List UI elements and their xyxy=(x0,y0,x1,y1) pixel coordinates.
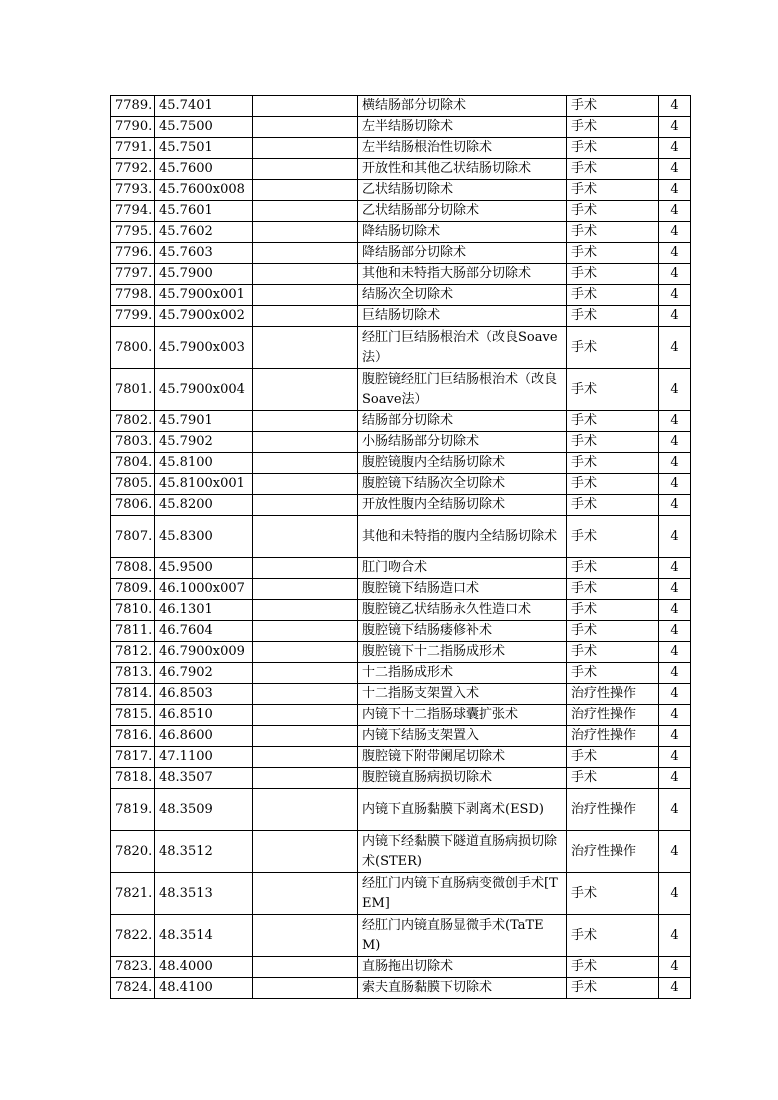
procedure-name: 经肛门内镜直肠显微手术(TaTEM) xyxy=(358,915,567,957)
procedure-code: 45.8100x001 xyxy=(155,474,253,495)
procedure-code: 48.3512 xyxy=(155,831,253,873)
row-index: 7803. xyxy=(111,432,155,453)
table-row xyxy=(111,411,691,432)
procedure-type: 手术 xyxy=(567,411,659,432)
procedure-code: 48.3513 xyxy=(155,873,253,915)
procedure-level: 4 xyxy=(659,663,691,684)
blank-cell xyxy=(253,285,358,306)
procedure-type: 手术 xyxy=(567,138,659,159)
blank-cell xyxy=(253,726,358,747)
procedure-name: 巨结肠切除术 xyxy=(358,306,567,327)
blank-cell xyxy=(253,432,358,453)
table-row xyxy=(111,222,691,243)
row-index: 7820. xyxy=(111,831,155,873)
row-index: 7806. xyxy=(111,495,155,516)
procedure-code: 45.8200 xyxy=(155,495,253,516)
row-index: 7790. xyxy=(111,117,155,138)
blank-cell xyxy=(253,663,358,684)
procedure-type: 手术 xyxy=(567,327,659,369)
procedure-type: 手术 xyxy=(567,453,659,474)
procedure-name: 内镜下直肠黏膜下剥离术(ESD) xyxy=(358,789,567,831)
procedure-level: 4 xyxy=(659,768,691,789)
procedure-level: 4 xyxy=(659,747,691,768)
procedure-level: 4 xyxy=(659,642,691,663)
blank-cell xyxy=(253,201,358,222)
table-row xyxy=(111,873,691,915)
procedure-type: 手术 xyxy=(567,957,659,978)
procedure-name: 结肠部分切除术 xyxy=(358,411,567,432)
table-row xyxy=(111,684,691,705)
row-index: 7800. xyxy=(111,327,155,369)
procedure-code: 46.7902 xyxy=(155,663,253,684)
blank-cell xyxy=(253,957,358,978)
blank-cell xyxy=(253,768,358,789)
procedure-level: 4 xyxy=(659,579,691,600)
procedure-type: 手术 xyxy=(567,474,659,495)
row-index: 7804. xyxy=(111,453,155,474)
procedure-name: 腹腔镜腹内全结肠切除术 xyxy=(358,453,567,474)
table-row xyxy=(111,474,691,495)
procedure-name: 直肠拖出切除术 xyxy=(358,957,567,978)
procedure-table xyxy=(110,95,691,999)
procedure-name: 乙状结肠切除术 xyxy=(358,180,567,201)
table-row xyxy=(111,264,691,285)
procedure-name: 降结肠切除术 xyxy=(358,222,567,243)
procedure-type: 手术 xyxy=(567,600,659,621)
blank-cell xyxy=(253,138,358,159)
blank-cell xyxy=(253,117,358,138)
procedure-level: 4 xyxy=(659,726,691,747)
row-index: 7816. xyxy=(111,726,155,747)
procedure-type: 手术 xyxy=(567,117,659,138)
procedure-type: 手术 xyxy=(567,180,659,201)
procedure-level: 4 xyxy=(659,516,691,558)
procedure-code: 45.7601 xyxy=(155,201,253,222)
procedure-type: 手术 xyxy=(567,96,659,117)
procedure-type: 手术 xyxy=(567,915,659,957)
table-row xyxy=(111,432,691,453)
procedure-name: 索夫直肠黏膜下切除术 xyxy=(358,978,567,999)
procedure-name: 开放性和其他乙状结肠切除术 xyxy=(358,159,567,180)
procedure-name: 腹腔镜下结肠瘘修补术 xyxy=(358,621,567,642)
procedure-code: 45.7900x003 xyxy=(155,327,253,369)
procedure-name: 腹腔镜下附带阑尾切除术 xyxy=(358,747,567,768)
row-index: 7807. xyxy=(111,516,155,558)
table-row xyxy=(111,579,691,600)
procedure-code: 45.7900x001 xyxy=(155,285,253,306)
blank-cell xyxy=(253,453,358,474)
row-index: 7815. xyxy=(111,705,155,726)
row-index: 7810. xyxy=(111,600,155,621)
procedure-type: 手术 xyxy=(567,201,659,222)
procedure-level: 4 xyxy=(659,453,691,474)
procedure-type: 手术 xyxy=(567,285,659,306)
procedure-type: 治疗性操作 xyxy=(567,705,659,726)
procedure-type: 手术 xyxy=(567,306,659,327)
procedure-level: 4 xyxy=(659,369,691,411)
blank-cell xyxy=(253,915,358,957)
table-row xyxy=(111,642,691,663)
row-index: 7791. xyxy=(111,138,155,159)
table-row xyxy=(111,621,691,642)
table-row xyxy=(111,789,691,831)
procedure-type: 手术 xyxy=(567,747,659,768)
table-row xyxy=(111,957,691,978)
procedure-level: 4 xyxy=(659,789,691,831)
procedure-name: 腹腔镜下结肠次全切除术 xyxy=(358,474,567,495)
procedure-code: 45.7900x002 xyxy=(155,306,253,327)
procedure-name: 开放性腹内全结肠切除术 xyxy=(358,495,567,516)
procedure-code: 48.4000 xyxy=(155,957,253,978)
row-index: 7812. xyxy=(111,642,155,663)
procedure-level: 4 xyxy=(659,957,691,978)
row-index: 7824. xyxy=(111,978,155,999)
row-index: 7805. xyxy=(111,474,155,495)
procedure-name: 内镜下经黏膜下隧道直肠病损切除术(STER) xyxy=(358,831,567,873)
row-index: 7811. xyxy=(111,621,155,642)
procedure-type: 手术 xyxy=(567,768,659,789)
table-row xyxy=(111,453,691,474)
procedure-level: 4 xyxy=(659,684,691,705)
row-index: 7814. xyxy=(111,684,155,705)
blank-cell xyxy=(253,684,358,705)
procedure-type: 手术 xyxy=(567,495,659,516)
blank-cell xyxy=(253,306,358,327)
row-index: 7801. xyxy=(111,369,155,411)
procedure-code: 48.3514 xyxy=(155,915,253,957)
procedure-code: 48.3509 xyxy=(155,789,253,831)
table-row xyxy=(111,495,691,516)
blank-cell xyxy=(253,558,358,579)
procedure-name: 腹腔镜乙状结肠永久性造口术 xyxy=(358,600,567,621)
blank-cell xyxy=(253,642,358,663)
table-row xyxy=(111,369,691,411)
blank-cell xyxy=(253,243,358,264)
blank-cell xyxy=(253,96,358,117)
procedure-level: 4 xyxy=(659,327,691,369)
blank-cell xyxy=(253,327,358,369)
procedure-level: 4 xyxy=(659,117,691,138)
procedure-name: 经肛门内镜下直肠病变微创手术[TEM] xyxy=(358,873,567,915)
procedure-name: 其他和未特指的腹内全结肠切除术 xyxy=(358,516,567,558)
blank-cell xyxy=(253,831,358,873)
procedure-level: 4 xyxy=(659,558,691,579)
blank-cell xyxy=(253,264,358,285)
procedure-code: 45.7600 xyxy=(155,159,253,180)
procedure-code: 47.1100 xyxy=(155,747,253,768)
blank-cell xyxy=(253,180,358,201)
procedure-code: 46.8600 xyxy=(155,726,253,747)
procedure-type: 治疗性操作 xyxy=(567,726,659,747)
procedure-name: 十二指肠支架置入术 xyxy=(358,684,567,705)
procedure-type: 手术 xyxy=(567,642,659,663)
procedure-level: 4 xyxy=(659,495,691,516)
procedure-code: 46.1301 xyxy=(155,600,253,621)
table-row xyxy=(111,768,691,789)
procedure-type: 手术 xyxy=(567,579,659,600)
procedure-level: 4 xyxy=(659,264,691,285)
procedure-name: 内镜下结肠支架置入 xyxy=(358,726,567,747)
procedure-type: 手术 xyxy=(567,159,659,180)
blank-cell xyxy=(253,705,358,726)
procedure-code: 45.7902 xyxy=(155,432,253,453)
procedure-level: 4 xyxy=(659,831,691,873)
procedure-name: 内镜下十二指肠球囊扩张术 xyxy=(358,705,567,726)
row-index: 7794. xyxy=(111,201,155,222)
row-index: 7813. xyxy=(111,663,155,684)
procedure-code: 46.8503 xyxy=(155,684,253,705)
procedure-code: 45.7901 xyxy=(155,411,253,432)
table-row xyxy=(111,915,691,957)
blank-cell xyxy=(253,411,358,432)
blank-cell xyxy=(253,159,358,180)
table-row xyxy=(111,978,691,999)
procedure-type: 手术 xyxy=(567,558,659,579)
table-row xyxy=(111,327,691,369)
table-row xyxy=(111,96,691,117)
blank-cell xyxy=(253,222,358,243)
procedure-code: 45.7603 xyxy=(155,243,253,264)
row-index: 7822. xyxy=(111,915,155,957)
row-index: 7792. xyxy=(111,159,155,180)
blank-cell xyxy=(253,474,358,495)
blank-cell xyxy=(253,369,358,411)
table-row xyxy=(111,117,691,138)
procedure-type: 治疗性操作 xyxy=(567,831,659,873)
procedure-code: 45.7602 xyxy=(155,222,253,243)
row-index: 7818. xyxy=(111,768,155,789)
procedure-level: 4 xyxy=(659,411,691,432)
table-row xyxy=(111,138,691,159)
blank-cell xyxy=(253,789,358,831)
table-row xyxy=(111,558,691,579)
procedure-name: 肛门吻合术 xyxy=(358,558,567,579)
table-row xyxy=(111,747,691,768)
procedure-level: 4 xyxy=(659,96,691,117)
procedure-table-body xyxy=(111,96,691,999)
procedure-type: 手术 xyxy=(567,243,659,264)
procedure-level: 4 xyxy=(659,432,691,453)
row-index: 7799. xyxy=(111,306,155,327)
procedure-name: 结肠次全切除术 xyxy=(358,285,567,306)
procedure-name: 经肛门巨结肠根治术（改良Soave法） xyxy=(358,327,567,369)
procedure-code: 45.9500 xyxy=(155,558,253,579)
row-index: 7793. xyxy=(111,180,155,201)
procedure-level: 4 xyxy=(659,978,691,999)
row-index: 7809. xyxy=(111,579,155,600)
procedure-name: 腹腔镜经肛门巨结肠根治术（改良Soave法） xyxy=(358,369,567,411)
procedure-name: 乙状结肠部分切除术 xyxy=(358,201,567,222)
blank-cell xyxy=(253,495,358,516)
procedure-code: 45.7600x008 xyxy=(155,180,253,201)
procedure-level: 4 xyxy=(659,222,691,243)
procedure-name: 左半结肠切除术 xyxy=(358,117,567,138)
procedure-code: 48.4100 xyxy=(155,978,253,999)
blank-cell xyxy=(253,873,358,915)
procedure-code: 45.7900 xyxy=(155,264,253,285)
table-row xyxy=(111,159,691,180)
procedure-level: 4 xyxy=(659,600,691,621)
procedure-type: 手术 xyxy=(567,978,659,999)
procedure-type: 手术 xyxy=(567,621,659,642)
row-index: 7819. xyxy=(111,789,155,831)
row-index: 7821. xyxy=(111,873,155,915)
procedure-type: 手术 xyxy=(567,516,659,558)
table-row xyxy=(111,726,691,747)
procedure-level: 4 xyxy=(659,243,691,264)
procedure-code: 45.7900x004 xyxy=(155,369,253,411)
blank-cell xyxy=(253,516,358,558)
procedure-level: 4 xyxy=(659,306,691,327)
procedure-level: 4 xyxy=(659,138,691,159)
blank-cell xyxy=(253,978,358,999)
procedure-code: 45.8300 xyxy=(155,516,253,558)
table-row xyxy=(111,705,691,726)
blank-cell xyxy=(253,621,358,642)
blank-cell xyxy=(253,747,358,768)
table-row xyxy=(111,243,691,264)
procedure-code: 46.1000x007 xyxy=(155,579,253,600)
procedure-code: 46.8510 xyxy=(155,705,253,726)
table-row xyxy=(111,600,691,621)
procedure-name: 降结肠部分切除术 xyxy=(358,243,567,264)
procedure-level: 4 xyxy=(659,285,691,306)
procedure-name: 左半结肠根治性切除术 xyxy=(358,138,567,159)
table-row xyxy=(111,663,691,684)
blank-cell xyxy=(253,600,358,621)
procedure-name: 腹腔镜直肠病损切除术 xyxy=(358,768,567,789)
procedure-type: 手术 xyxy=(567,432,659,453)
procedure-level: 4 xyxy=(659,474,691,495)
procedure-code: 46.7900x009 xyxy=(155,642,253,663)
procedure-type: 手术 xyxy=(567,369,659,411)
row-index: 7796. xyxy=(111,243,155,264)
procedure-code: 45.7500 xyxy=(155,117,253,138)
procedure-name: 横结肠部分切除术 xyxy=(358,96,567,117)
procedure-name: 腹腔镜下结肠造口术 xyxy=(358,579,567,600)
procedure-code: 48.3507 xyxy=(155,768,253,789)
procedure-type: 手术 xyxy=(567,873,659,915)
table-row xyxy=(111,831,691,873)
table-row xyxy=(111,285,691,306)
table-row xyxy=(111,306,691,327)
procedure-name: 小肠结肠部分切除术 xyxy=(358,432,567,453)
table-row xyxy=(111,201,691,222)
table-row xyxy=(111,516,691,558)
procedure-type: 治疗性操作 xyxy=(567,684,659,705)
procedure-level: 4 xyxy=(659,705,691,726)
procedure-level: 4 xyxy=(659,873,691,915)
row-index: 7823. xyxy=(111,957,155,978)
row-index: 7789. xyxy=(111,96,155,117)
procedure-level: 4 xyxy=(659,915,691,957)
procedure-type: 手术 xyxy=(567,222,659,243)
procedure-name: 腹腔镜下十二指肠成形术 xyxy=(358,642,567,663)
row-index: 7802. xyxy=(111,411,155,432)
procedure-level: 4 xyxy=(659,621,691,642)
procedure-code: 45.7401 xyxy=(155,96,253,117)
procedure-level: 4 xyxy=(659,159,691,180)
blank-cell xyxy=(253,579,358,600)
procedure-code: 45.7501 xyxy=(155,138,253,159)
procedure-name: 十二指肠成形术 xyxy=(358,663,567,684)
procedure-level: 4 xyxy=(659,201,691,222)
procedure-type: 治疗性操作 xyxy=(567,789,659,831)
row-index: 7817. xyxy=(111,747,155,768)
row-index: 7797. xyxy=(111,264,155,285)
procedure-code: 46.7604 xyxy=(155,621,253,642)
table-row xyxy=(111,180,691,201)
procedure-name: 其他和未特指大肠部分切除术 xyxy=(358,264,567,285)
row-index: 7808. xyxy=(111,558,155,579)
procedure-type: 手术 xyxy=(567,264,659,285)
procedure-level: 4 xyxy=(659,180,691,201)
procedure-code: 45.8100 xyxy=(155,453,253,474)
procedure-type: 手术 xyxy=(567,663,659,684)
row-index: 7795. xyxy=(111,222,155,243)
row-index: 7798. xyxy=(111,285,155,306)
